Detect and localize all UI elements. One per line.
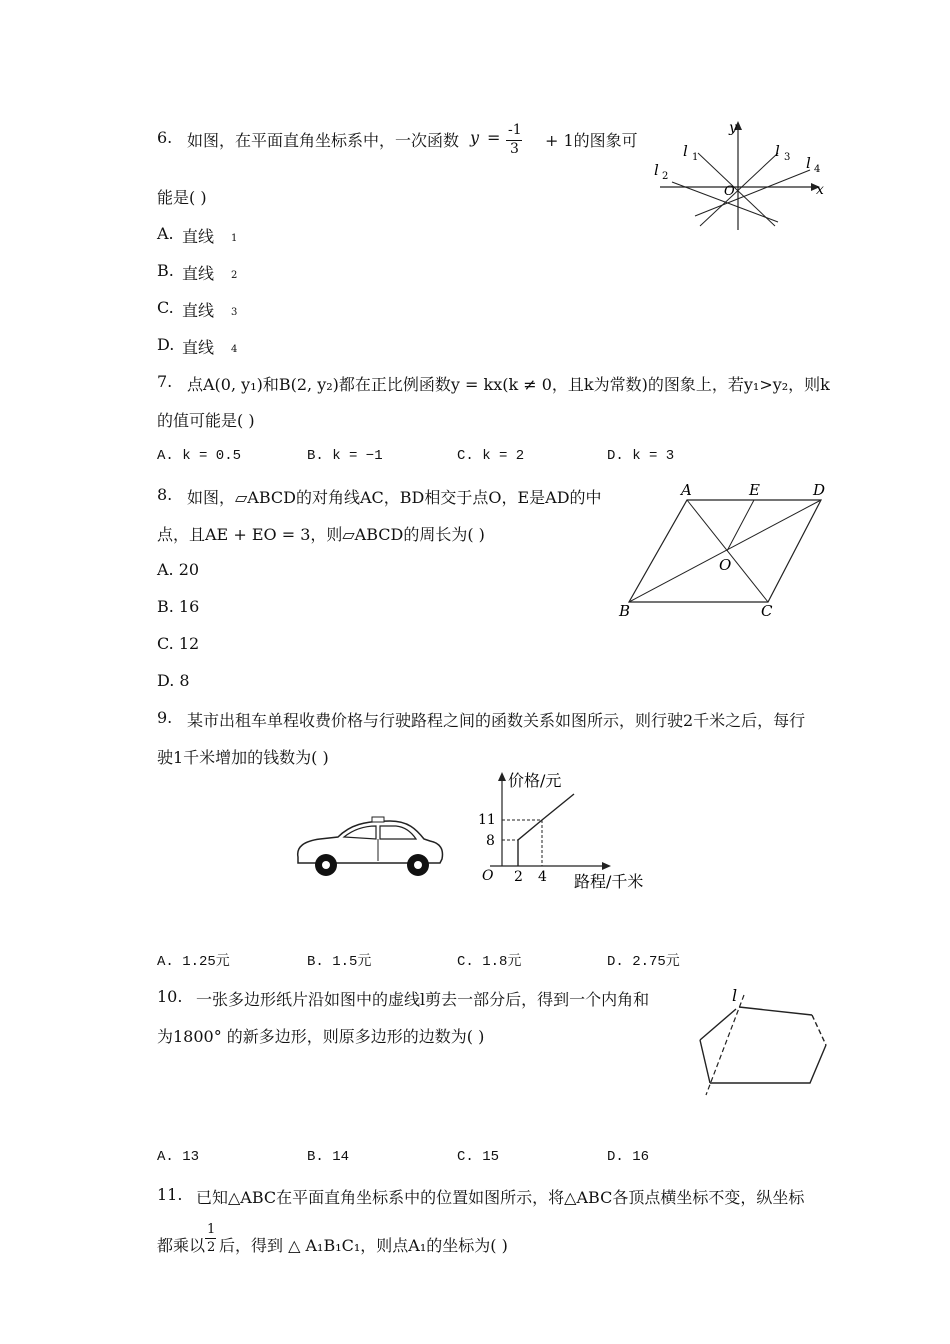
origin-label: O bbox=[724, 184, 735, 199]
q9-option-a[interactable]: A. 1.25元 bbox=[157, 954, 230, 970]
q11-line2a: 都乘以 bbox=[157, 1236, 206, 1255]
q8-option-b[interactable]: B. 16 bbox=[157, 597, 200, 616]
tick-11: 11 bbox=[478, 812, 496, 828]
origin-label: O bbox=[482, 868, 494, 884]
x-label: x bbox=[816, 182, 824, 198]
polygon-edge-dashed-1 bbox=[812, 1015, 826, 1045]
line-l3 bbox=[700, 153, 778, 226]
q9-option-d[interactable]: D. 2.75元 bbox=[607, 954, 680, 970]
q6-frac-den: 3 bbox=[510, 141, 519, 157]
option-subscript: 4 bbox=[231, 344, 238, 355]
q11-frac-num: 1 bbox=[207, 1222, 216, 1237]
q8-line1: 如图，▱ABCD的对角线AC，BD相交于点O，E是AD的中 bbox=[187, 488, 602, 507]
label-b: B bbox=[619, 602, 631, 620]
option-subscript: 1 bbox=[231, 233, 238, 244]
q6-number: 6. bbox=[157, 128, 173, 147]
polygon-edge-bottom bbox=[710, 1045, 826, 1083]
label-e: E bbox=[749, 481, 760, 499]
option-text: 直线 bbox=[182, 227, 215, 246]
q8-option-d[interactable]: D. 8 bbox=[157, 671, 190, 690]
l3-label: l bbox=[775, 142, 780, 160]
y-axis-label: 价格/元 bbox=[508, 771, 562, 790]
l4-sub: 4 bbox=[814, 164, 821, 175]
cut-line-l bbox=[706, 995, 744, 1095]
q9-line2: 驶1千米增加的钱数为( ) bbox=[157, 748, 329, 767]
option-text: 直线 bbox=[182, 301, 215, 320]
l2-label: l bbox=[654, 161, 659, 179]
label-d: D bbox=[813, 481, 826, 499]
q9-line1: 某市出租车单程收费价格与行驶路程之间的函数关系如图所示，则行驶2千米之后，每行 bbox=[187, 711, 806, 730]
q11-line1: 已知△ABC在平面直角坐标系中的位置如图所示，将△ABC各顶点横坐标不变，纵坐标 bbox=[196, 1188, 805, 1207]
q7-number: 7. bbox=[157, 372, 173, 391]
car-hub-rear bbox=[414, 861, 422, 869]
l2-sub: 2 bbox=[662, 171, 669, 182]
car-hub-front bbox=[322, 861, 330, 869]
x-axis-arrow bbox=[602, 862, 611, 870]
q10-option-b[interactable]: B. 14 bbox=[307, 1149, 350, 1165]
y-label: y bbox=[729, 120, 737, 136]
polygon-area bbox=[700, 1009, 826, 1083]
q10-option-c[interactable]: C. 15 bbox=[457, 1149, 500, 1165]
l4-label: l bbox=[806, 154, 811, 172]
q10-option-d[interactable]: D. 16 bbox=[607, 1149, 650, 1165]
q10-polygon-figure bbox=[690, 985, 835, 1100]
taxi-sign bbox=[372, 817, 384, 822]
q8-parallelogram-figure bbox=[615, 478, 840, 623]
option-subscript: 3 bbox=[231, 307, 238, 318]
tick-4: 4 bbox=[538, 869, 547, 885]
q8-option-a[interactable]: A. 20 bbox=[157, 560, 200, 579]
line-l1 bbox=[698, 153, 775, 226]
q9-number: 9. bbox=[157, 708, 173, 727]
l1-label: l bbox=[683, 142, 688, 160]
segment-eo bbox=[727, 500, 754, 551]
polygon-edge-left bbox=[700, 1040, 710, 1083]
label-a: A bbox=[681, 481, 692, 499]
q6-y-var: y bbox=[470, 128, 480, 147]
y-axis-arrow bbox=[498, 772, 506, 781]
q7-option-b[interactable]: B. k = −1 bbox=[307, 448, 383, 464]
taxi-illustration bbox=[290, 815, 448, 885]
q10-line2: 为1800° 的新多边形，则原多边形的边数为( ) bbox=[157, 1027, 485, 1046]
q7-line1: 点A(0, y₁)和B(2, y₂)都在正比例函数y = kx(k ≠ 0，且k为常数)的图象上，若y₁>y₂，则k bbox=[187, 375, 830, 394]
q8-line2: 点，且AE + EO = 3，则▱ABCD的周长为( ) bbox=[157, 525, 485, 544]
q7-option-a[interactable]: A. k = 0.5 bbox=[157, 448, 242, 464]
option-label: A. bbox=[157, 224, 174, 243]
q7-option-d[interactable]: D. k = 3 bbox=[607, 448, 675, 464]
q6-frac-num: -1 bbox=[508, 122, 522, 138]
q6-equals: = bbox=[487, 128, 501, 147]
q7-option-c[interactable]: C. k = 2 bbox=[457, 448, 525, 464]
polygon-edge-upper-left bbox=[700, 1009, 736, 1040]
label-l: l bbox=[732, 986, 738, 1005]
l1-sub: 1 bbox=[692, 152, 699, 163]
option-label: D. bbox=[157, 335, 175, 354]
q11-number: 11. bbox=[157, 1185, 183, 1204]
q6-line-figure bbox=[650, 118, 830, 233]
label-c: C bbox=[761, 602, 773, 620]
q9-price-chart bbox=[470, 768, 660, 893]
q6-text-c: 能是( ) bbox=[157, 188, 207, 207]
option-text: 直线 bbox=[182, 338, 215, 357]
price-line bbox=[518, 794, 574, 866]
q11-frac-bar bbox=[205, 1238, 216, 1239]
option-text: 直线 bbox=[182, 264, 215, 283]
q7-line2: 的值可能是( ) bbox=[157, 411, 255, 430]
q6-text-b: + 1的图象可 bbox=[545, 131, 638, 150]
q11-frac-den: 2 bbox=[207, 1240, 216, 1255]
q10-option-a[interactable]: A. 13 bbox=[157, 1149, 200, 1165]
option-label: C. bbox=[157, 298, 174, 317]
l3-sub: 3 bbox=[784, 152, 791, 163]
tick-2: 2 bbox=[514, 869, 523, 885]
option-label: B. bbox=[157, 261, 174, 280]
x-axis-label: 路程/千米 bbox=[574, 872, 644, 891]
polygon-edge-top bbox=[739, 1007, 812, 1015]
q8-number: 8. bbox=[157, 485, 173, 504]
option-subscript: 2 bbox=[231, 270, 238, 281]
q10-line1: 一张多边形纸片沿如图中的虚线l剪去一部分后，得到一个内角和 bbox=[196, 990, 650, 1009]
label-o: O bbox=[719, 556, 732, 574]
q9-option-c[interactable]: C. 1.8元 bbox=[457, 954, 522, 970]
q6-text-a: 如图，在平面直角坐标系中，一次函数 bbox=[187, 131, 460, 150]
q8-option-c[interactable]: C. 12 bbox=[157, 634, 200, 653]
tick-8: 8 bbox=[486, 833, 495, 849]
q9-option-b[interactable]: B. 1.5元 bbox=[307, 954, 372, 970]
q11-line2b: 后，得到 △ A₁B₁C₁，则点A₁的坐标为( ) bbox=[219, 1236, 508, 1255]
q10-number: 10. bbox=[157, 987, 183, 1006]
